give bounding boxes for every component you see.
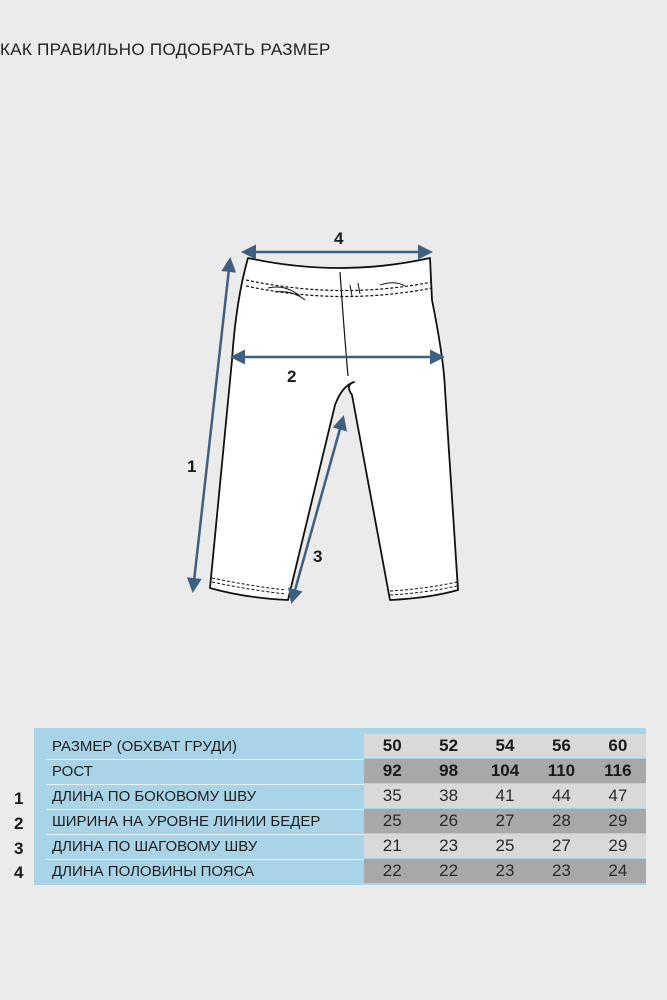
table-cell: 27 [551, 836, 571, 855]
table-row [34, 784, 646, 808]
table-cell: 24 [608, 861, 628, 880]
row-label: ДЛИНА ПОЛОВИНЫ ПОЯСА [52, 863, 255, 880]
table-cell: 21 [382, 836, 402, 855]
table-cell: 50 [382, 736, 402, 755]
page-title: КАК ПРАВИЛЬНО ПОДОБРАТЬ РАЗМЕР [0, 40, 331, 59]
table-cell: 38 [439, 786, 459, 805]
table-cell: 23 [551, 861, 571, 880]
table-cell: 41 [495, 786, 515, 805]
table-cell: 52 [439, 736, 459, 755]
table-cell: 26 [439, 811, 459, 830]
table-cell: 35 [382, 786, 402, 805]
table-cell: 47 [608, 786, 628, 805]
table-cell: 23 [495, 861, 515, 880]
table-cell: 44 [551, 786, 571, 805]
table-row [34, 759, 646, 783]
table-cell: 110 [547, 761, 576, 780]
label-4: 4 [334, 229, 344, 248]
table-cell: 104 [490, 761, 520, 780]
size-table [34, 728, 646, 885]
table-cell: 25 [382, 811, 402, 830]
row-label: РАЗМЕР (ОБХВАТ ГРУДИ) [52, 738, 238, 755]
row-label: ДЛИНА ПО ШАГОВОМУ ШВУ [52, 838, 258, 855]
row-number-4: 4 [14, 863, 24, 882]
pants-outline [210, 258, 458, 600]
row-label: ДЛИНА ПО БОКОВОМУ ШВУ [52, 788, 257, 805]
table-cell: 98 [439, 761, 459, 780]
table-cell: 27 [495, 811, 515, 830]
table-cell: 28 [551, 811, 571, 830]
row-number-2: 2 [14, 814, 24, 833]
table-row [34, 834, 646, 858]
row-number-1: 1 [14, 789, 24, 808]
row-label: ШИРИНА НА УРОВНЕ ЛИНИИ БЕДЕР [52, 813, 321, 830]
row-label: РОСТ [52, 763, 93, 780]
table-cell: 22 [439, 861, 459, 880]
table-cell: 92 [382, 761, 402, 780]
table-row [34, 809, 646, 833]
row-number-3: 3 [14, 839, 24, 858]
table-cell: 54 [495, 736, 515, 755]
label-3: 3 [313, 547, 323, 566]
table-cell: 29 [608, 811, 628, 830]
table-cell: 60 [608, 736, 628, 755]
label-2: 2 [287, 367, 297, 386]
table-cell: 25 [495, 836, 515, 855]
table-row [34, 859, 646, 883]
label-1: 1 [187, 457, 197, 476]
table-cell: 29 [608, 836, 628, 855]
table-row [34, 734, 646, 758]
table-cell: 116 [604, 761, 632, 780]
table-cell: 23 [439, 836, 459, 855]
table-cell: 22 [382, 861, 402, 880]
table-cell: 56 [551, 736, 571, 755]
